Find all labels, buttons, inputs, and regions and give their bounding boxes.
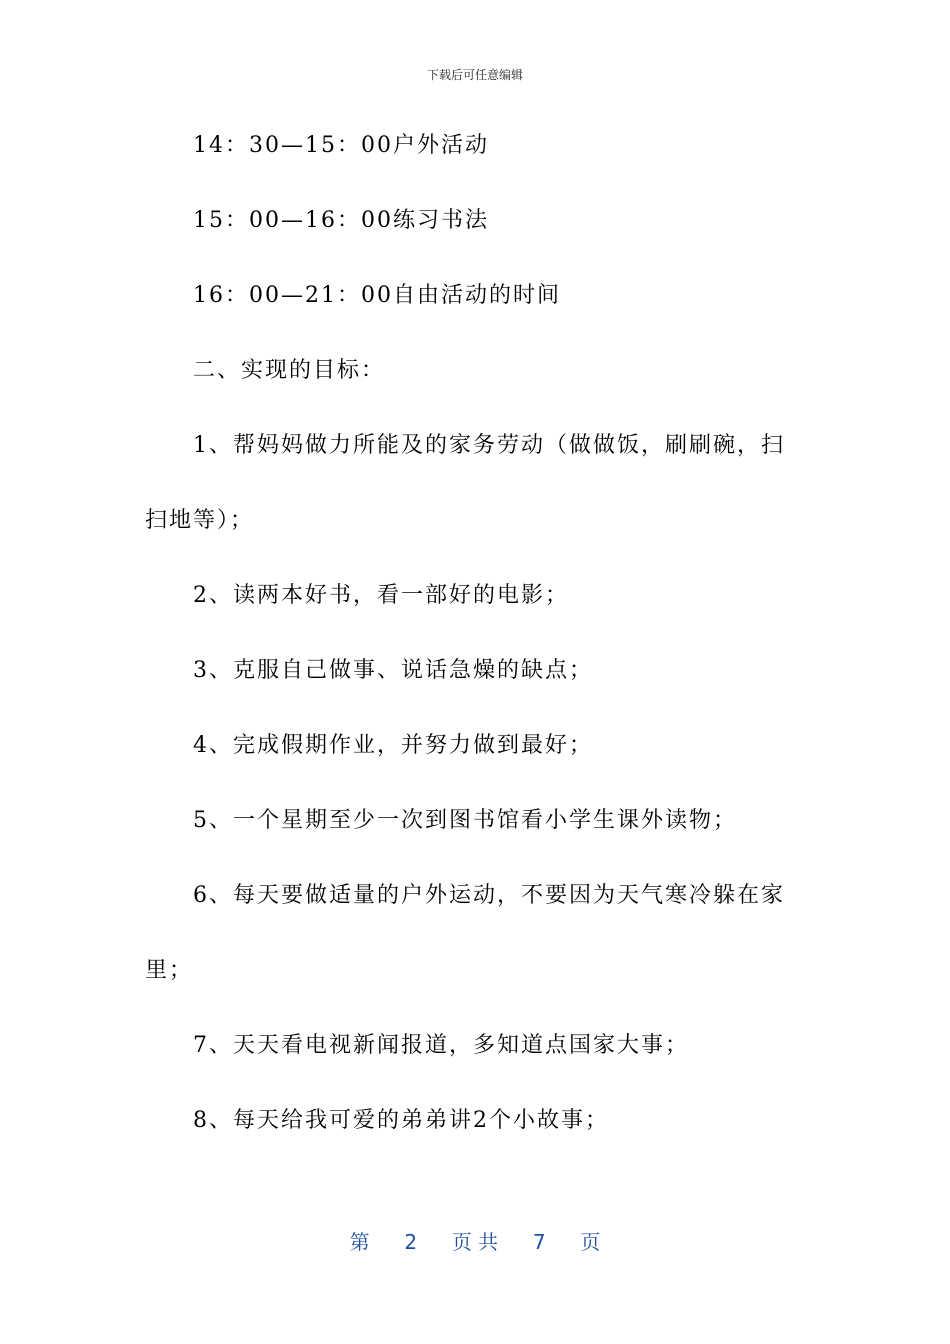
goal-1-line-2: 扫地等）； — [145, 508, 255, 533]
goal-6-line-2: 里； — [145, 958, 194, 983]
goal-4: 4、完成假期作业，并努力做到最好； — [193, 733, 593, 758]
schedule-line-1: 14：30—15：00户外活动 — [193, 133, 489, 158]
footer-current-page: 2 — [404, 1230, 418, 1254]
footer-total-pages: 7 — [532, 1230, 546, 1254]
schedule-line-3: 16：00—21：00自由活动的时间 — [193, 283, 561, 308]
footer-label-end: 页 — [580, 1230, 601, 1254]
goal-7: 7、天天看电视新闻报道，多知道点国家大事； — [193, 1033, 689, 1058]
goal-8: 8、每天给我可爱的弟弟讲2个小故事； — [193, 1108, 609, 1133]
goal-6-line-1: 6、每天要做适量的户外运动，不要因为天气寒冷躲在家 — [193, 883, 785, 908]
header-note: 下载后可任意编辑 — [426, 68, 523, 82]
footer-label-page: 第 — [349, 1230, 370, 1254]
page-footer — [0, 1226, 950, 1255]
section-heading-goals: 二、实现的目标： — [193, 358, 386, 383]
footer-label-of: 页 共 — [451, 1230, 499, 1254]
goal-5: 5、一个星期至少一次到图书馆看小学生课外读物； — [193, 808, 737, 833]
goal-2: 2、读两本好书，看一部好的电影； — [193, 583, 569, 608]
goal-1-line-1: 1、帮妈妈做力所能及的家务劳动（做做饭，刷刷碗，扫 — [193, 433, 785, 458]
schedule-line-2: 15：00—16：00练习书法 — [193, 208, 489, 233]
goal-3: 3、克服自己做事、说话急燥的缺点； — [193, 658, 593, 683]
document-body — [145, 126, 805, 1176]
